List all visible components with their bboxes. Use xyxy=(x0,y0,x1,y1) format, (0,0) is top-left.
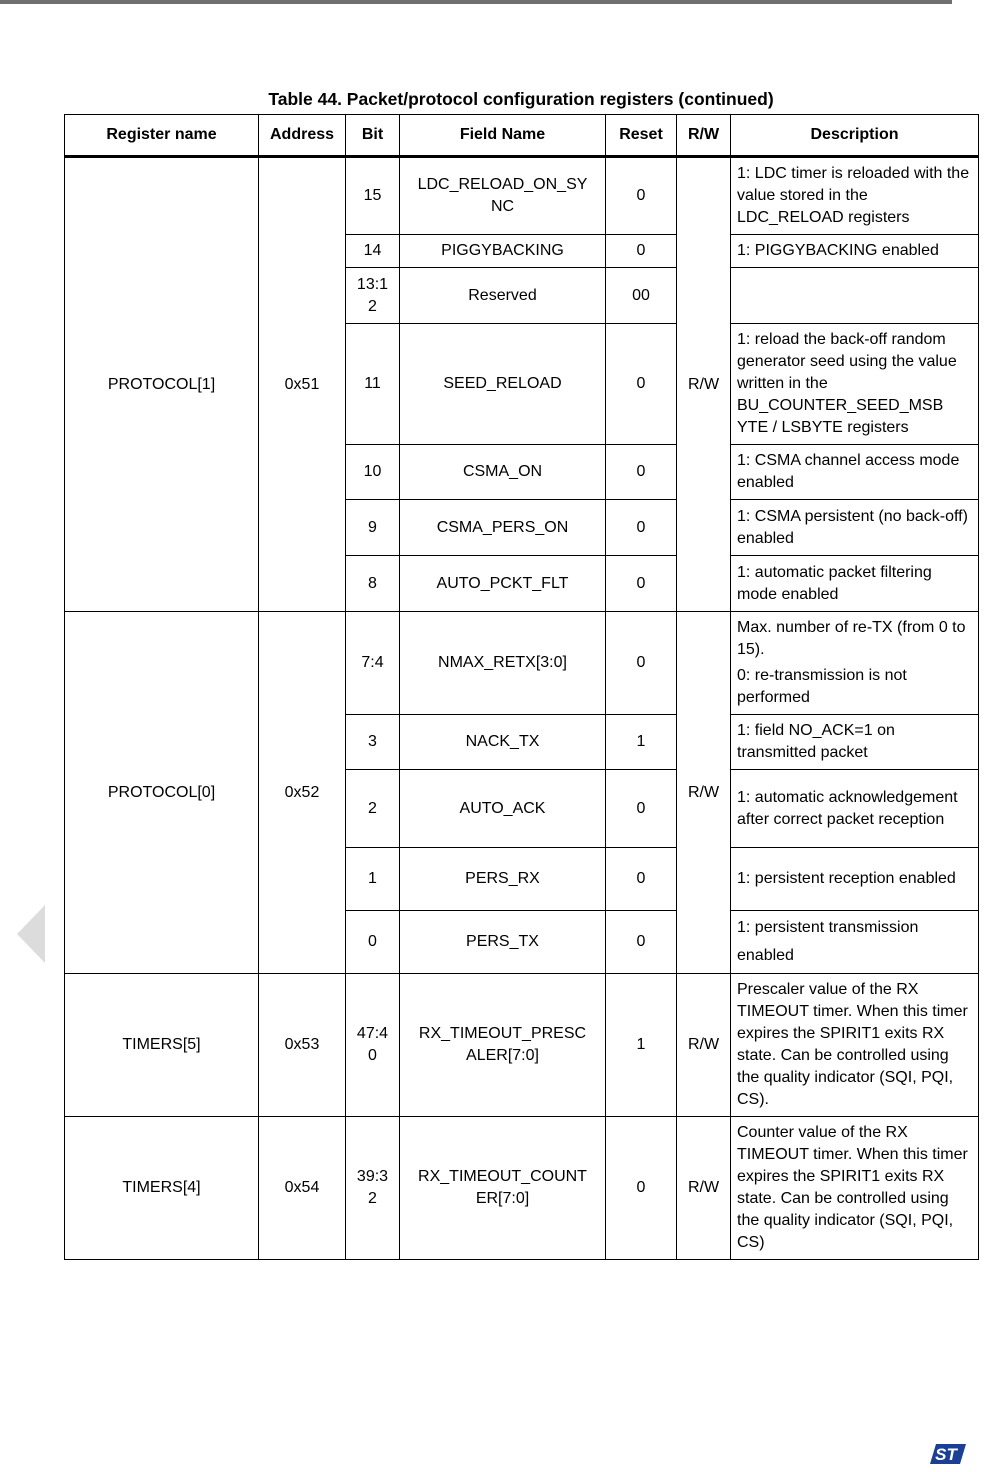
description-line: 0: re-transmission is not performed xyxy=(737,667,907,706)
reset-cell: 00 xyxy=(606,268,677,324)
table-row xyxy=(65,1117,979,1260)
field-name-cell: CSMA_ON xyxy=(400,445,606,500)
header-bit: Bit xyxy=(346,115,400,157)
header-address: Address xyxy=(259,115,346,157)
reset-cell: 0 xyxy=(606,612,677,715)
table-row xyxy=(65,612,979,715)
description-cell xyxy=(731,612,979,715)
description-cell: 1: field NO_ACK=1 on transmitted packet xyxy=(731,715,979,770)
rw-cell: R/W xyxy=(677,974,731,1117)
field-name-cell: Reserved xyxy=(400,268,606,324)
reset-cell: 0 xyxy=(606,157,677,235)
header-reset: Reset xyxy=(606,115,677,157)
header-field-name: Field Name xyxy=(400,115,606,157)
header-rw: R/W xyxy=(677,115,731,157)
reset-cell: 0 xyxy=(606,770,677,848)
bit-cell: 47:4 0 xyxy=(346,974,400,1117)
description-cell: 1: reload the back-off random generator seed using the value written in the BU_COUNTER_SEED_MSB YTE / LSBYTE registers xyxy=(731,324,979,445)
reset-cell: 1 xyxy=(606,974,677,1117)
reset-cell: 0 xyxy=(606,1117,677,1260)
bit-cell: 10 xyxy=(346,445,400,500)
bit-cell: 9 xyxy=(346,500,400,556)
field-name-cell: CSMA_PERS_ON xyxy=(400,500,606,556)
field-name-cell: NMAX_RETX[3:0] xyxy=(400,612,606,715)
description-cell: Prescaler value of the RX TIMEOUT timer. When this timer expires the SPIRIT1 exits RX state. Can be controlled using the quality indicator (SQI, PQI, CS). xyxy=(731,974,979,1117)
description-cell: 1: persistent transmission enabled xyxy=(731,911,979,974)
reset-cell: 0 xyxy=(606,324,677,445)
register-name-cell: TIMERS[4] xyxy=(65,1117,259,1260)
header-register-name: Register name xyxy=(65,115,259,157)
field-name-cell: PIGGYBACKING xyxy=(400,235,606,268)
header-description: Description xyxy=(731,115,979,157)
bit-cell: 14 xyxy=(346,235,400,268)
field-name-cell: PERS_RX xyxy=(400,848,606,911)
bit-cell: 39:3 2 xyxy=(346,1117,400,1260)
table-caption: Table 44. Packet/protocol configuration registers (continued) xyxy=(268,89,774,109)
field-name-cell: AUTO_ACK xyxy=(400,770,606,848)
address-cell: 0x52 xyxy=(259,612,346,974)
address-cell: 0x54 xyxy=(259,1117,346,1260)
reset-cell: 0 xyxy=(606,500,677,556)
description-cell: 1: LDC timer is reloaded with the value stored in the LDC_RELOAD registers xyxy=(731,157,979,235)
address-cell: 0x53 xyxy=(259,974,346,1117)
reset-cell: 0 xyxy=(606,445,677,500)
description-line: Max. number of re-TX (from 0 to 15). xyxy=(737,619,966,658)
address-cell: 0x51 xyxy=(259,157,346,612)
description-cell: 1: PIGGYBACKING enabled xyxy=(731,235,979,268)
description-cell: 1: CSMA channel access mode enabled xyxy=(731,445,979,500)
bit-cell: 0 xyxy=(346,911,400,974)
bit-cell: 2 xyxy=(346,770,400,848)
description-cell: 1: automatic acknowledgement after correct packet reception xyxy=(731,770,979,848)
table-row xyxy=(65,157,979,235)
description-cell: Counter value of the RX TIMEOUT timer. When this timer expires the SPIRIT1 exits RX state. Can be controlled using the quality indicator (SQI, PQI, CS) xyxy=(731,1117,979,1260)
bit-cell: 8 xyxy=(346,556,400,612)
table-header-row xyxy=(65,115,979,157)
field-name-cell: SEED_RELOAD xyxy=(400,324,606,445)
register-table xyxy=(64,114,979,1260)
register-name-cell: PROTOCOL[1] xyxy=(65,157,259,612)
reset-cell: 0 xyxy=(606,556,677,612)
description-cell: 1: persistent reception enabled xyxy=(731,848,979,911)
field-name-cell: RX_TIMEOUT_PRESC ALER[7:0] xyxy=(400,974,606,1117)
bit-cell: 7:4 xyxy=(346,612,400,715)
field-name-cell: AUTO_PCKT_FLT xyxy=(400,556,606,612)
previous-page-arrow-icon[interactable] xyxy=(17,905,45,963)
reset-cell: 1 xyxy=(606,715,677,770)
reset-cell: 0 xyxy=(606,848,677,911)
rw-cell: R/W xyxy=(677,612,731,974)
description-cell: 1: CSMA persistent (no back-off) enabled xyxy=(731,500,979,556)
top-rule xyxy=(0,0,952,4)
bit-cell: 3 xyxy=(346,715,400,770)
field-name-cell: PERS_TX xyxy=(400,911,606,974)
table-row xyxy=(65,974,979,1117)
register-name-cell: TIMERS[5] xyxy=(65,974,259,1117)
reset-cell: 0 xyxy=(606,911,677,974)
description-cell: 1: automatic packet filtering mode enabled xyxy=(731,556,979,612)
reset-cell: 0 xyxy=(606,235,677,268)
rw-cell: R/W xyxy=(677,157,731,612)
bit-cell: 15 xyxy=(346,157,400,235)
bit-cell: 1 xyxy=(346,848,400,911)
rw-cell: R/W xyxy=(677,1117,731,1260)
st-logo xyxy=(930,1442,966,1466)
description-cell xyxy=(731,268,979,324)
field-name-cell: RX_TIMEOUT_COUNT ER[7:0] xyxy=(400,1117,606,1260)
bit-cell: 13:1 2 xyxy=(346,268,400,324)
register-name-cell: PROTOCOL[0] xyxy=(65,612,259,974)
field-name-cell: LDC_RELOAD_ON_SY NC xyxy=(400,157,606,235)
bit-cell: 11 xyxy=(346,324,400,445)
field-name-cell: NACK_TX xyxy=(400,715,606,770)
st-logo-text: ST xyxy=(935,1445,957,1464)
